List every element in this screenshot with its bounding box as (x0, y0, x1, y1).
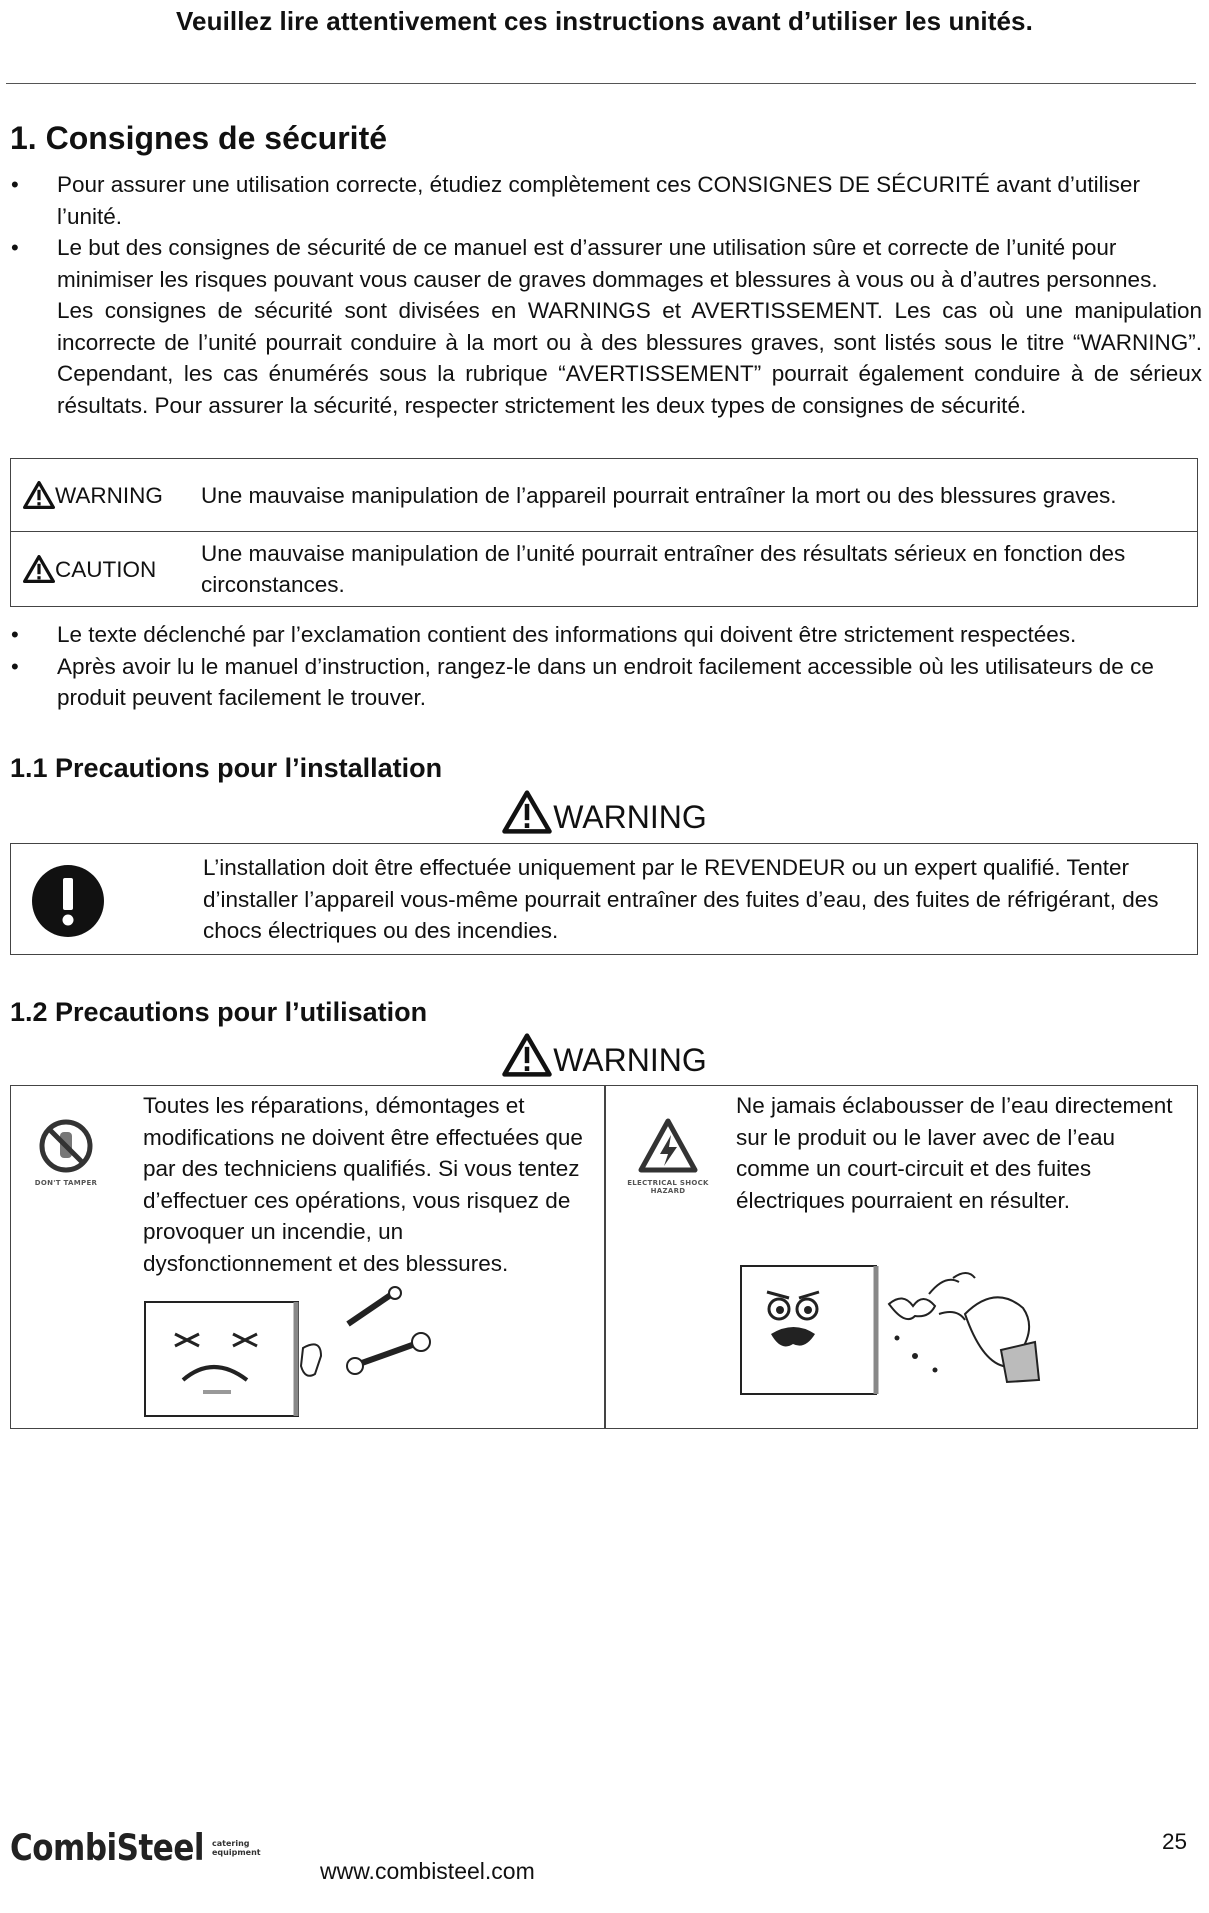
mandatory-action-icon (31, 864, 105, 938)
safety-bullet-list (10, 169, 1202, 421)
list-item (10, 232, 1202, 295)
brand-tagline (212, 1839, 261, 1857)
column-divider (604, 1086, 606, 1428)
water-illustration (739, 1254, 1059, 1399)
tamper-illustration (143, 1286, 443, 1421)
signal-word-table (10, 458, 1198, 607)
brand-name: CombiSteel (10, 1826, 204, 1870)
bullet-text: Après avoir lu le manuel d’instruction, rangez-le dans un endroit facilement accessible où les utilisateurs de ce produit peuvent facilement le trouver. (57, 653, 1154, 710)
warning-label: WARNING (553, 799, 707, 835)
warning-triangle-icon (502, 1033, 552, 1077)
brand-logo (10, 1826, 261, 1870)
website-url[interactable]: www.combisteel.com (320, 1858, 535, 1884)
warning-triangle-icon (502, 790, 552, 834)
installation-warning-heading (0, 790, 1209, 834)
signal-description-caution: Une mauvaise manipulation de l’unité pourrait entraîner des résultats sérieux en fonction des circonstances. (201, 532, 1198, 607)
table-row (11, 459, 1198, 532)
water-warning-text: Ne jamais éclabousser de l’eau directement sur le produit ou le laver avec de l’eau comme un court-circuit et des fuites électriques pourraient en résulter. (736, 1093, 1173, 1213)
section-title-installation: 1.1 Precautions pour l’installation (10, 753, 443, 783)
bullet-text: Les consignes de sécurité sont divisées en WARNINGS et AVERTISSEMENT. Les cas où une manipulation incorrecte de l’unité pourrait conduire à la mort ou à des blessures graves, sont listés sous le titre “WARNING”. Cependant, les cas énumérés sous la rubrique “AVERTISSEMENT” pourrait également conduire à de sérieux résultats. Pour assurer la sécurité, respecter strictement les deux types de consignes de sécurité. (57, 298, 1202, 418)
electrical-shock-sign (623, 1118, 713, 1195)
section-title-safety: 1. Consignes de sécurité (10, 120, 388, 156)
signal-label-caution: CAUTION (55, 557, 157, 582)
no-tamper-icon (38, 1118, 94, 1174)
safety-bullet-list-2 (10, 619, 1202, 714)
bullet-text: Pour assurer une utilisation correcte, étudiez complètement ces CONSIGNES DE SÉCURITÉ avant d’utiliser l’unité. (57, 172, 1140, 229)
section-title-usage: 1.2 Precautions pour l’utilisation (10, 997, 428, 1027)
bullet-text: Le but des consignes de sécurité de ce manuel est d’assurer une utilisation sûre et correcte de l’unité pour minimiser les risques pouvant vous causer de graves dommages et blessures à vous ou à d’autres personnes. (57, 235, 1158, 292)
tamper-warning-text: Toutes les réparations, démontages et modifications ne doivent être effectuées que par des techniciens qualifiés. Si vous tentez d’effectuer ces opérations, vous risquez de provoquer un incendie, un dysfonctionnement et des blessures. (143, 1093, 583, 1276)
brand-tagline-line2: equipment (212, 1848, 261, 1857)
list-item (10, 169, 1202, 232)
signal-label-cell (11, 459, 202, 532)
warning-triangle-icon (23, 481, 55, 509)
signal-label-cell (11, 532, 202, 607)
list-item (10, 295, 1202, 421)
signal-label-warning: WARNING (55, 483, 163, 508)
dont-tamper-sign (26, 1118, 106, 1187)
installation-warning-text: L’installation doit être effectuée uniquement par le REVENDEUR ou un expert qualifié. Tenter d’installer l’appareil vous-même pourrait entraîner des fuites d’eau, des fuites de réfrigérant, des chocs électriques ou des incendies. (203, 855, 1159, 943)
icon-caption: DON'T TAMPER (34, 1179, 98, 1187)
caution-triangle-icon (23, 555, 55, 583)
brand-tagline-line1: catering (212, 1839, 250, 1848)
icon-caption: ELECTRICAL SHOCK HAZARD (627, 1179, 709, 1195)
usage-warning-heading (0, 1033, 1209, 1077)
header-divider (6, 83, 1196, 84)
electrical-hazard-icon (638, 1118, 698, 1174)
page-header-title: Veuillez lire attentivement ces instructions avant d’utiliser les unités. (176, 6, 1033, 36)
warning-label: WARNING (553, 1042, 707, 1078)
list-item (10, 619, 1202, 651)
page-number: 25 (1162, 1829, 1188, 1854)
signal-description-warning: Une mauvaise manipulation de l’appareil pourrait entraîner la mort ou des blessures graves. (201, 459, 1198, 532)
bullet-text: Le texte déclenché par l’exclamation contient des informations qui doivent être strictement respectées. (57, 622, 1077, 647)
list-item (10, 651, 1202, 714)
usage-warning-box (10, 1085, 1198, 1429)
table-row (11, 532, 1198, 607)
installation-warning-box (10, 843, 1198, 955)
